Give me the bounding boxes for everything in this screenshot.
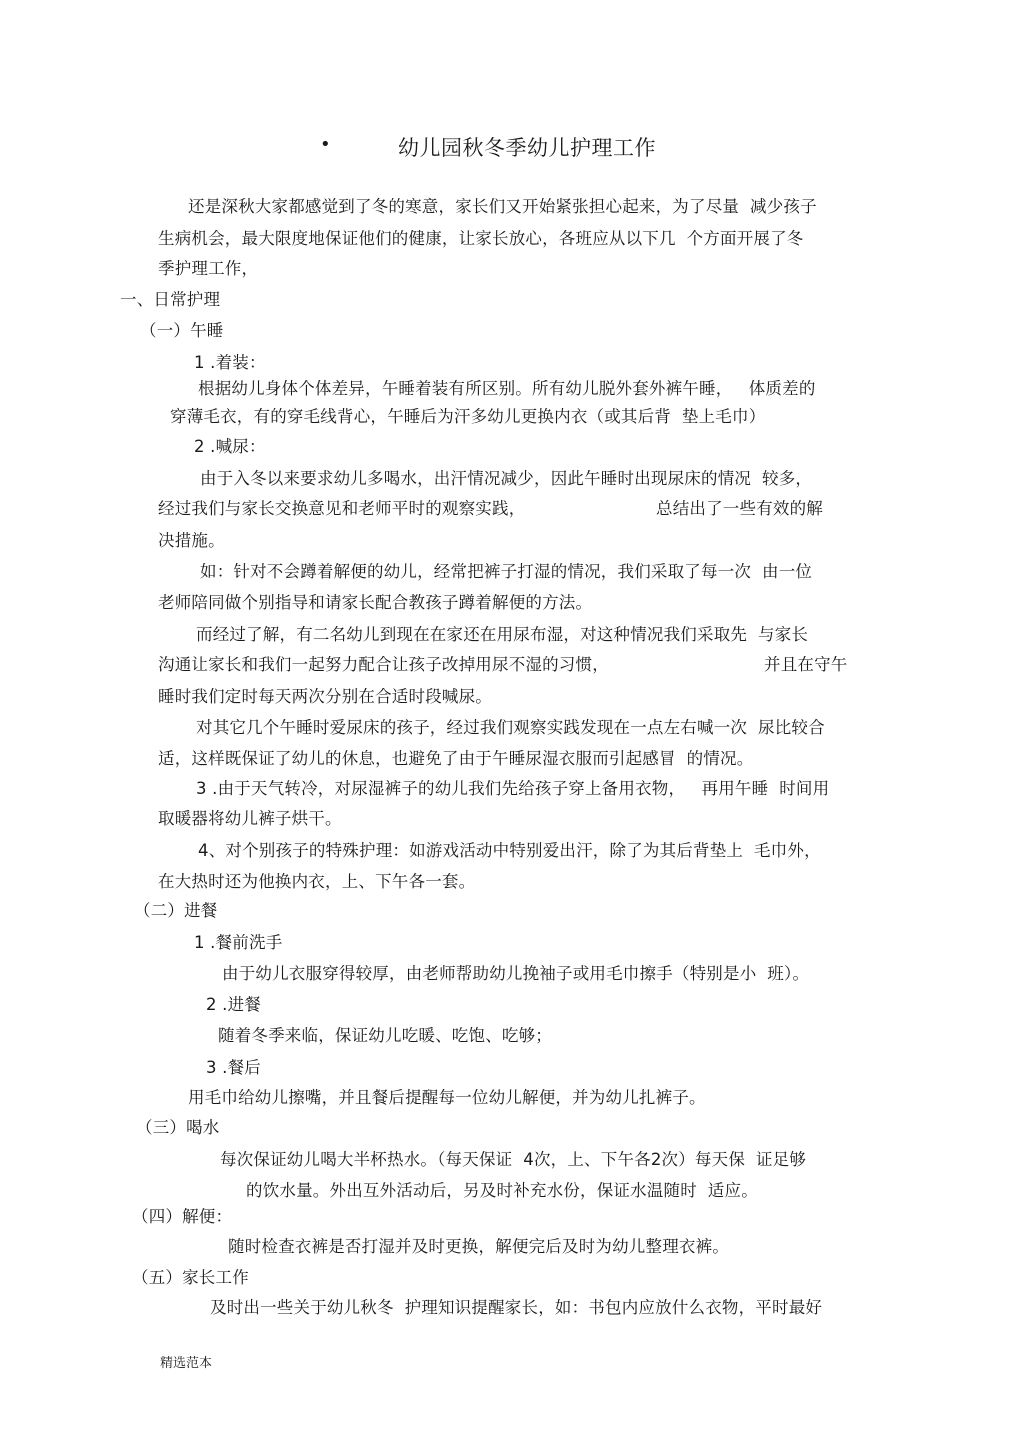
subsection-heading: （一）午睡 — [140, 321, 224, 340]
paragraph-line: 及时出一些关于幼儿秋冬 护理知识提醒家长，如：书包内应放什么衣物，平时最好 — [210, 1298, 823, 1317]
paragraph-line: 4、对个别孩子的特殊护理：如游戏活动中特别爱出汗，除了为其后背垫上 毛巾外， — [198, 841, 821, 860]
paragraph-line: 取暖器将幼儿裤子烘干。 — [158, 809, 342, 828]
paragraph-line: 如：针对不会蹲着解便的幼儿，经常把裤子打湿的情况，我们采取了每一次 由一位 — [200, 562, 813, 581]
subsection-heading: （四）解便： — [132, 1207, 233, 1226]
paragraph-line: 每次保证幼儿喝大半杯热水。（每天保证 4次，上、下午各2次）每天保 证足够 — [220, 1150, 807, 1169]
subsection-heading: （五）家长工作 — [132, 1268, 249, 1287]
paragraph-line: 总结出了一些有效的解 — [656, 499, 823, 518]
paragraph-line: 穿薄毛衣，有的穿毛线背心，午睡后为汗多幼儿更换内衣（或其后背 垫上毛巾） — [170, 407, 766, 426]
paragraph-line: 并且在守午 — [764, 655, 848, 674]
paragraph-line: 而经过了解，有二名幼儿到现在在家还在用尿布湿，对这种情况我们采取先 与家长 — [196, 625, 809, 644]
footer-label: 精选范本 — [160, 1356, 213, 1371]
paragraph-line: 决措施。 — [158, 531, 225, 550]
paragraph-line: 3 .由于天气转冷，对尿湿裤子的幼儿我们先给孩子穿上备用衣物， 再用午睡 时间用 — [196, 779, 830, 798]
paragraph-line: 生病机会，最大限度地保证他们的健康，让家长放心，各班应从以下几 个方面开展了冬 — [158, 229, 804, 248]
paragraph-line: 用毛巾给幼儿擦嘴，并且餐后提醒每一位幼儿解便，并为幼儿扎裤子。 — [188, 1088, 706, 1107]
subsection-heading: （二）进餐 — [134, 901, 218, 920]
item-heading: 1 .着装： — [194, 353, 266, 372]
paragraph-line: 由于入冬以来要求幼儿多喝水，出汗情况减少，因此午睡时出现尿床的情况 较多， — [200, 469, 813, 488]
paragraph-line: 的饮水量。外出互外活动后，另及时补充水份，保证水温随时 适应。 — [246, 1181, 758, 1200]
page-title: 幼儿园秋冬季幼儿护理工作 — [398, 136, 656, 160]
paragraph-line: 由于幼儿衣服穿得较厚，由老师帮助幼儿挽袖子或用毛巾擦手（特别是小 班）。 — [222, 964, 810, 983]
paragraph-line: 根据幼儿身体个体差异，午睡着装有所区别。所有幼儿脱外套外裤午睡， 体质差的 — [198, 379, 816, 398]
paragraph-line: 在大热时还为他换内衣，上、下午各一套。 — [158, 872, 476, 891]
subsection-heading: （三）喝水 — [136, 1118, 220, 1137]
paragraph-line: 还是深秋大家都感觉到了冬的寒意，家长们又开始紧张担心起来，为了尽量 减少孩子 — [188, 197, 817, 216]
paragraph-line: 季护理工作， — [158, 259, 259, 278]
section-heading: 一、日常护理 — [120, 290, 221, 309]
paragraph-line: 沟通让家长和我们一起努力配合让孩子改掉用尿不湿的习惯， — [158, 655, 609, 674]
paragraph-line: 对其它几个午睡时爱尿床的孩子，经过我们观察实践发现在一点左右喊一次 尿比较合 — [196, 718, 825, 737]
paragraph-line: 随时检查衣裤是否打湿并及时更换，解便完后及时为幼儿整理衣裤。 — [228, 1237, 729, 1256]
paragraph-line: 随着冬季来临，保证幼儿吃暖、吃饱、吃够； — [218, 1026, 552, 1045]
item-heading: 3 .餐后 — [206, 1058, 261, 1077]
paragraph-line: 老师陪同做个别指导和请家长配合教孩子蹲着解便的方法。 — [158, 593, 593, 612]
title-bullet: • — [320, 134, 331, 155]
paragraph-line: 适，这样既保证了幼儿的休息，也避免了由于午睡尿湿衣服而引起感冒 的情况。 — [158, 749, 754, 768]
item-heading: 2 .喊尿： — [194, 437, 266, 456]
paragraph-line: 睡时我们定时每天两次分别在合适时段喊尿。 — [158, 687, 492, 706]
item-heading: 2 .进餐 — [206, 995, 261, 1014]
item-heading: 1 .餐前洗手 — [194, 933, 283, 952]
paragraph-line: 经过我们与家长交换意见和老师平时的观察实践， — [158, 499, 526, 518]
